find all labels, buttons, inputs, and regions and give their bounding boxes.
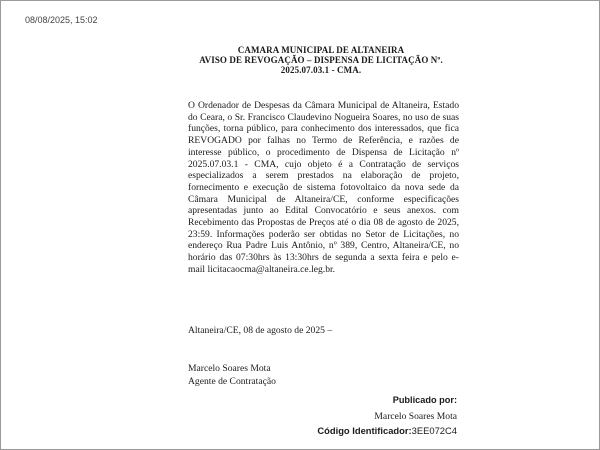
publisher-name: Marcelo Soares Mota xyxy=(374,411,457,422)
published-by-label: Publicado por: xyxy=(392,395,457,405)
notice-number: 2025.07.03.1 - CMA. xyxy=(280,65,362,75)
identifier-code-value: 3EE072C4 xyxy=(411,425,457,436)
signer-role: Agente de Contratação xyxy=(188,375,276,387)
signer-name: Marcelo Soares Mota xyxy=(188,363,271,374)
identifier-code-label: Código Identificador: xyxy=(317,425,412,436)
signature-block xyxy=(188,363,276,388)
notice-header xyxy=(191,45,451,75)
institution-name: CAMARA MUNICIPAL DE ALTANEIRA xyxy=(237,45,405,55)
notice-body: O Ordenador de Despesas da Câmara Municipal de Altaneira, Estado do Ceara, o Sr. Francisco Claudevino Nogueira Soares, no uso de suas funções, torna público, para conhecimento dos interessados, que fica REVOGADO por falhas no Termo de Referência, e razões de interesse público, o procedimento de Dispensa de Licitação nº 2025.07.03.1 - CMA, cujo objeto é a Contratação de serviços especializados a serem prestados na elaboração de projeto, fornecimento e execução de sistema fotovoltaico da nova sede da Câmara Municipal de Altaneira/CE, conforme especificações apresentadas junto ao Edital Convocatório e seus anexos. com Recebimento das Propostas de Preços até o dia 08 de agosto de 2025, 23:59. Informações poderão ser obtidas no Setor de Licitações, no endereço Rua Padre Luis Antônio, nº 389, Centro, Altaneira/CE, no horário das 07:30hrs às 13:30hrs de segunda a sexta feira e pelo e-mail licitacaocma@altaneira.ce.leg.br. xyxy=(188,100,459,275)
notice-title: AVISO DE REVOGAÇÃO – DISPENSA DE LICITAÇÃO Nº. xyxy=(199,55,443,65)
place-date: Altaneira/CE, 08 de agosto de 2025 – xyxy=(188,325,333,336)
print-timestamp: 08/08/2025, 15:02 xyxy=(25,15,98,25)
identifier-code xyxy=(317,425,457,436)
